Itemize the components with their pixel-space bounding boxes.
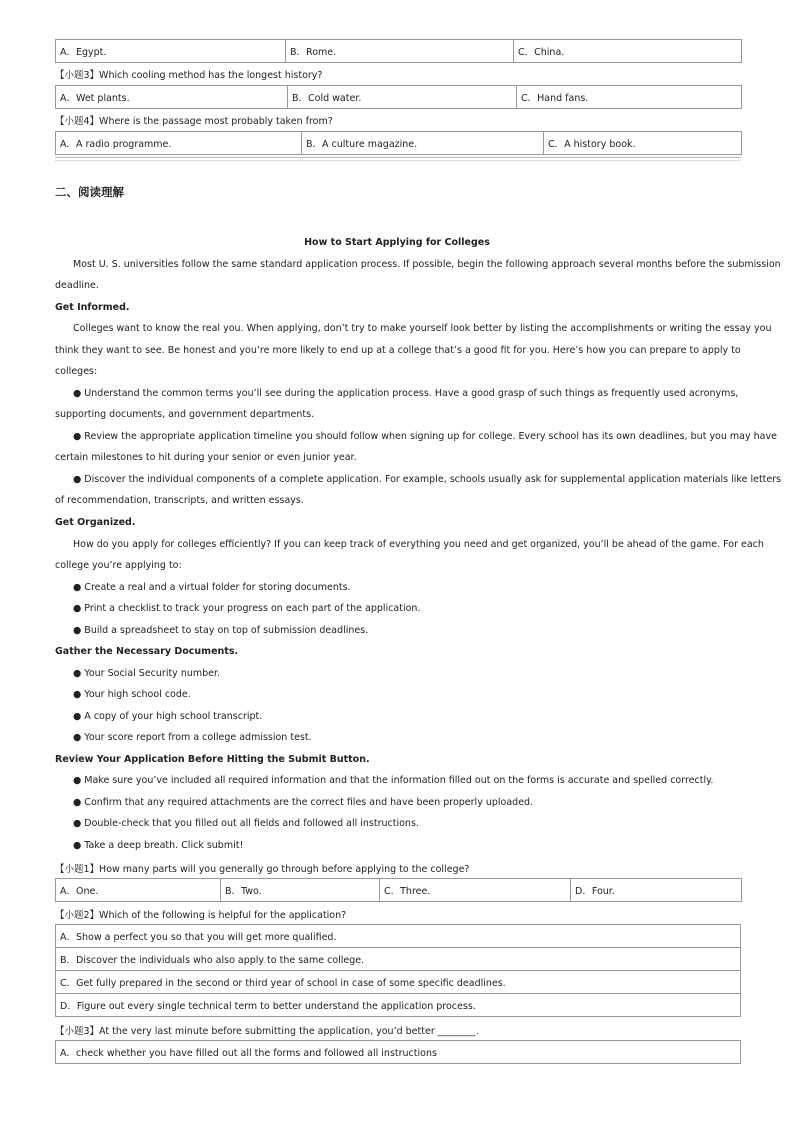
- question-1-options: [55, 878, 742, 902]
- passage-line: supporting documents, and government departments.: [55, 409, 315, 420]
- option-a[interactable]: A．Show a perfect you so that you will get more qualified.: [56, 925, 741, 948]
- passage-bullet: ● Your score report from a college admission test.: [73, 732, 312, 743]
- passage-heading: Get Informed.: [55, 302, 130, 313]
- passage-bullet: ● Review the appropriate application timeline you should follow when signing up for college. Every school has its own deadlines, but you may have: [73, 431, 777, 442]
- option-a[interactable]: A．A radio programme.: [56, 132, 302, 155]
- option-c[interactable]: C．Hand fans.: [517, 86, 742, 109]
- passage-line: Most U. S. universities follow the same standard application process. If possible, begin the following approach several months before the submission: [73, 259, 781, 270]
- passage-line: think they want to see. Be honest and you’re more likely to end up at a college that’s a good fit for you. Here’s how you can prepare to apply to: [55, 345, 741, 356]
- divider: [55, 160, 741, 161]
- option-a[interactable]: A．check whether you have filled out all the forms and followed all instructions: [56, 1041, 741, 1064]
- divider: [55, 157, 741, 158]
- prev-q3-stem: 【小题3】Which cooling method has the longest history?: [55, 70, 323, 81]
- passage-bullet: ● Print a checklist to track your progress on each part of the application.: [73, 603, 421, 614]
- question-3-stem: 【小题3】At the very last minute before submitting the application, you’d better ________.: [55, 1026, 479, 1037]
- passage-bullet: ● A copy of your high school transcript.: [73, 711, 263, 722]
- option-c[interactable]: C．China.: [514, 40, 742, 63]
- passage-line: of recommendation, transcripts, and written essays.: [55, 495, 304, 506]
- option-b[interactable]: B．Two.: [221, 879, 380, 902]
- prev-q2-options: [55, 39, 742, 63]
- passage-bullet: ● Confirm that any required attachments are the correct files and have been properly uploaded.: [73, 797, 534, 808]
- passage-heading: Review Your Application Before Hitting the Submit Button.: [55, 754, 370, 765]
- question-1-stem: 【小题1】How many parts will you generally go through before applying to the college?: [55, 864, 470, 875]
- passage-line: How do you apply for colleges efficiently? If you can keep track of everything you need and get organized, you’ll be ahead of the game. For each: [73, 539, 764, 550]
- option-d[interactable]: D．Four.: [571, 879, 742, 902]
- passage-line: deadline.: [55, 280, 99, 291]
- question-2-stem: 【小题2】Which of the following is helpful for the application?: [55, 910, 347, 921]
- passage-bullet: ● Build a spreadsheet to stay on top of submission deadlines.: [73, 625, 369, 636]
- passage-bullet: ● Discover the individual components of a complete application. For example, schools usually ask for supplemental application materials like letters: [73, 474, 782, 485]
- passage-bullet: ● Take a deep breath. Click submit!: [73, 840, 244, 851]
- prev-q3-options: [55, 85, 742, 109]
- question-2-options: [55, 924, 741, 1017]
- question-3-options: [55, 1040, 741, 1064]
- passage-bullet: ● Create a real and a virtual folder for storing documents.: [73, 582, 351, 593]
- option-c[interactable]: C．A history book.: [544, 132, 742, 155]
- option-b[interactable]: B．A culture magazine.: [302, 132, 544, 155]
- passage-bullet: ● Double-check that you filled out all fields and followed all instructions.: [73, 818, 419, 829]
- passage-bullet: ● Make sure you’ve included all required information and that the information filled out on the forms is accurate and spelled correctly.: [73, 775, 714, 786]
- passage-bullet: ● Your high school code.: [73, 689, 191, 700]
- option-c[interactable]: C．Get fully prepared in the second or third year of school in case of some specific deadlines.: [56, 971, 741, 994]
- section-title: 二、阅读理解: [55, 185, 124, 199]
- passage-line: college you’re applying to:: [55, 560, 182, 571]
- option-a[interactable]: A．Egypt.: [56, 40, 286, 63]
- prev-q4-options: [55, 131, 742, 155]
- passage-line: Colleges want to know the real you. When applying, don’t try to make yourself look better by listing the accomplishments or writing the essay you: [73, 323, 772, 334]
- passage-heading: Gather the Necessary Documents.: [55, 646, 239, 657]
- passage-title: How to Start Applying for Colleges: [304, 237, 490, 248]
- prev-q4-stem: 【小题4】Where is the passage most probably taken from?: [55, 116, 333, 127]
- option-a[interactable]: A．Wet plants.: [56, 86, 288, 109]
- passage-line: certain milestones to hit during your senior or even junior year.: [55, 452, 357, 463]
- passage-line: colleges:: [55, 366, 98, 377]
- passage-heading: Get Organized.: [55, 517, 136, 528]
- option-a[interactable]: A．One.: [56, 879, 221, 902]
- option-b[interactable]: B．Rome.: [286, 40, 514, 63]
- passage-bullet: ● Understand the common terms you’ll see during the application process. Have a good grasp of such things as frequently used acronyms,: [73, 388, 739, 399]
- option-b[interactable]: B．Discover the individuals who also apply to the same college.: [56, 948, 741, 971]
- passage-bullet: ● Your Social Security number.: [73, 668, 221, 679]
- option-c[interactable]: C．Three.: [380, 879, 571, 902]
- option-d[interactable]: D．Figure out every single technical term to better understand the application process.: [56, 994, 741, 1017]
- option-b[interactable]: B．Cold water.: [288, 86, 517, 109]
